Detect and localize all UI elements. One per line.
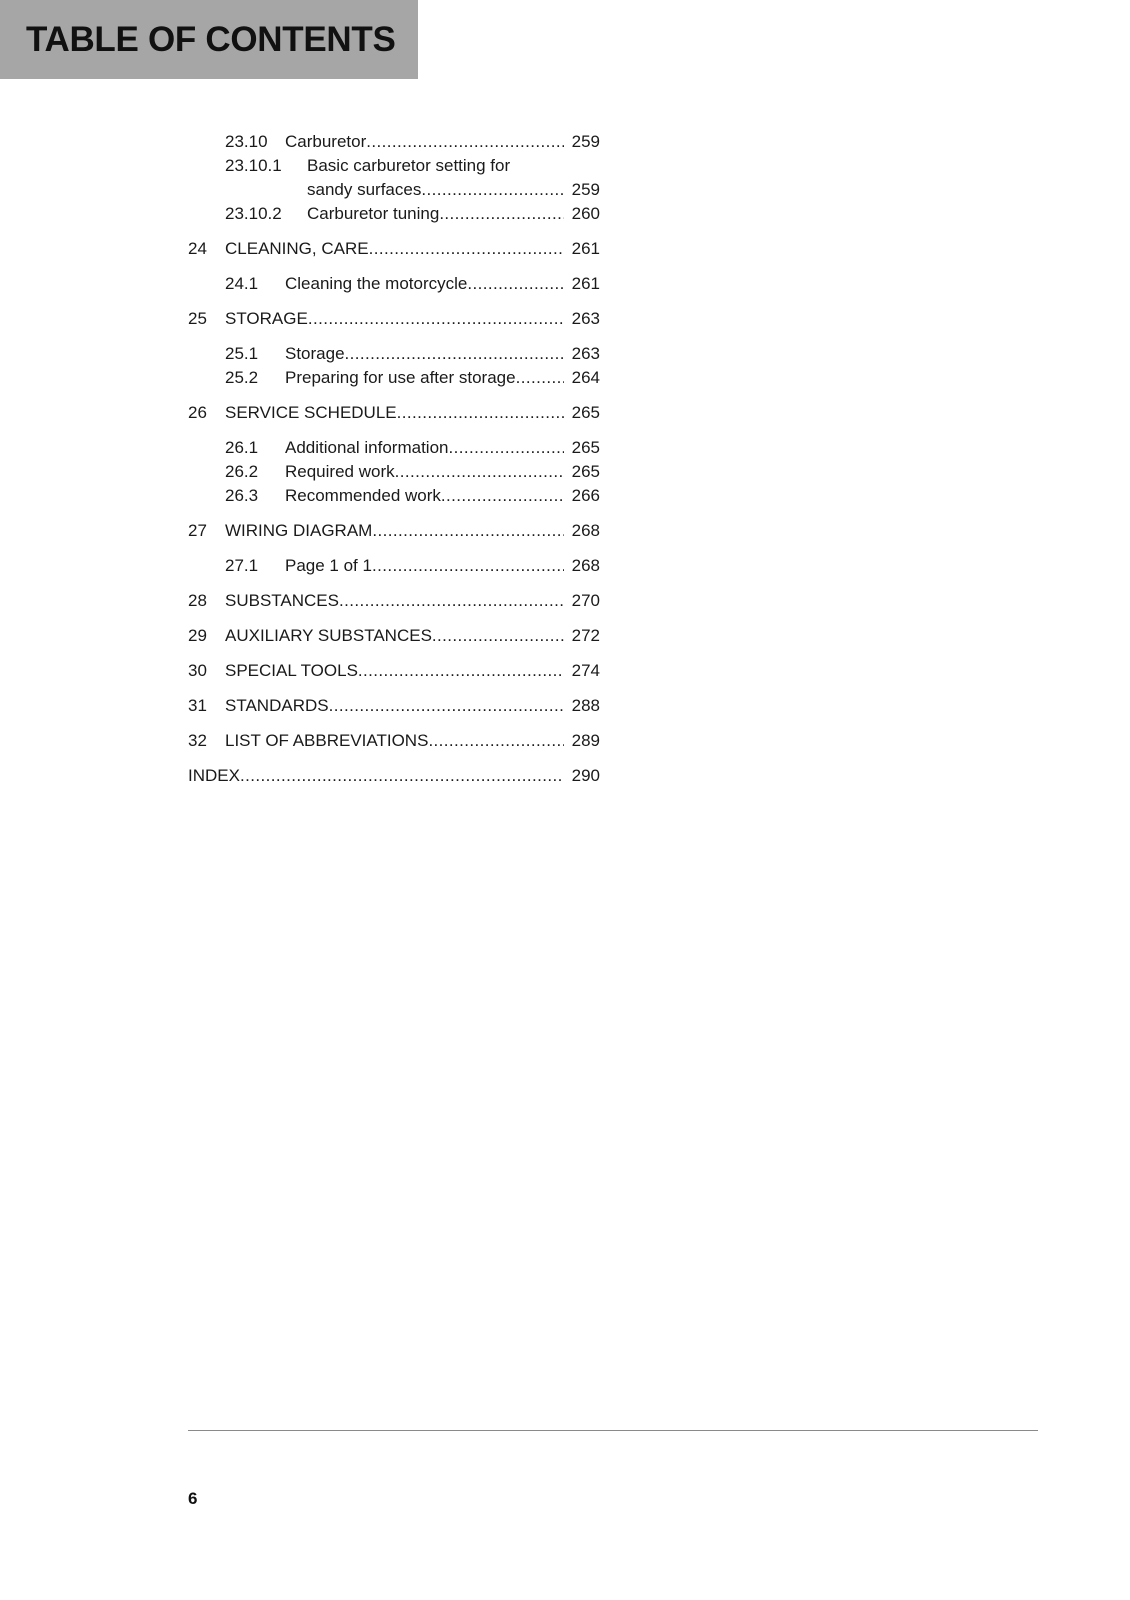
toc-entry[interactable]: [188, 554, 600, 578]
toc-entry[interactable]: [188, 729, 600, 753]
toc-entry-page: 261: [571, 274, 600, 293]
toc-entry-page: 268: [571, 556, 600, 575]
toc-entry-index[interactable]: [188, 764, 600, 788]
toc-entry-number: 29: [188, 626, 207, 645]
header-band: [0, 0, 418, 79]
toc-entry-page: 289: [571, 731, 600, 750]
toc-entry[interactable]: [188, 130, 600, 154]
dot-leader: [467, 272, 564, 296]
dot-leader: [358, 659, 564, 683]
toc-entry-number: 25: [188, 309, 207, 328]
toc-entry[interactable]: [188, 436, 600, 460]
toc-entry-number: 26: [188, 403, 207, 422]
toc-entry[interactable]: [188, 307, 600, 331]
toc-entry-title: STORAGE: [225, 307, 308, 331]
toc-entry-number: 23.10: [225, 132, 268, 151]
toc-entry-number: 28: [188, 591, 207, 610]
toc-entry[interactable]: [188, 624, 600, 648]
dot-leader: [372, 554, 564, 578]
toc-entry-page: 288: [571, 696, 600, 715]
toc-entry-title: SUBSTANCES: [225, 589, 339, 613]
toc-entry-number: 24: [188, 239, 207, 258]
dot-leader: [329, 694, 564, 718]
toc-entry-title: STANDARDS: [225, 694, 329, 718]
dot-leader: [439, 202, 564, 226]
dot-leader: [369, 237, 564, 261]
toc-entry-page: 265: [571, 403, 600, 422]
toc-entry-page: 270: [571, 591, 600, 610]
toc-entry-number: 27.1: [225, 556, 259, 575]
toc-entry-number: 26.3: [225, 486, 259, 505]
toc-entry-number: 30: [188, 661, 207, 680]
toc-entry-page: 264: [571, 368, 600, 387]
dot-leader: [432, 624, 564, 648]
toc-entry-title: Preparing for use after storage: [285, 366, 516, 390]
dot-leader: [366, 130, 564, 154]
toc-entry-page: 274: [571, 661, 600, 680]
toc-entry-title: sandy surfaces: [307, 178, 421, 202]
toc-entry-page: 268: [571, 521, 600, 540]
dot-leader: [448, 436, 564, 460]
toc-entry-number: 26.1: [225, 438, 259, 457]
toc-entry-number: 25.1: [225, 344, 259, 363]
toc-entry-page: 265: [571, 462, 600, 481]
footer-divider: [188, 1430, 1038, 1431]
toc-entry-number: 31: [188, 696, 207, 715]
toc-entry-number: 23.10.1: [225, 156, 282, 175]
toc-entry-page: 266: [571, 486, 600, 505]
toc-entry-page: 272: [571, 626, 600, 645]
toc-entry-page: 290: [571, 766, 600, 785]
toc-entry-number: 24.1: [225, 274, 259, 293]
toc-entry[interactable]: [188, 659, 600, 683]
page-title: TABLE OF CONTENTS: [26, 20, 396, 59]
toc-entry-number: 32: [188, 731, 207, 750]
toc-entry[interactable]: [188, 342, 600, 366]
toc-entry-title: SERVICE SCHEDULE: [225, 401, 397, 425]
toc-entry[interactable]: [188, 484, 600, 508]
dot-leader: [397, 401, 564, 425]
dot-leader: [372, 519, 564, 543]
dot-leader: [395, 460, 564, 484]
toc-entry-page: 263: [571, 309, 600, 328]
toc-entry-continuation[interactable]: [188, 178, 600, 202]
toc-entry-title: Additional information: [285, 436, 448, 460]
toc-entry-title: Recommended work: [285, 484, 441, 508]
toc-entry[interactable]: [188, 694, 600, 718]
toc-entry[interactable]: [188, 154, 600, 178]
toc-entry[interactable]: [188, 519, 600, 543]
toc-entry-title: LIST OF ABBREVIATIONS: [225, 729, 428, 753]
toc-entry-page: 261: [571, 239, 600, 258]
toc-entry-page: 259: [571, 180, 600, 199]
toc-entry[interactable]: [188, 401, 600, 425]
toc-entry-title: Required work: [285, 460, 395, 484]
toc-entry[interactable]: [188, 366, 600, 390]
toc-entry-number: 27: [188, 521, 207, 540]
toc-entry-title: INDEX: [188, 764, 240, 788]
toc-entry[interactable]: [188, 202, 600, 226]
toc-entry-title: Page 1 of 1: [285, 554, 372, 578]
toc-entry-number: 25.2: [225, 368, 259, 387]
toc-entry-title: AUXILIARY SUBSTANCES: [225, 624, 432, 648]
toc-entry[interactable]: [188, 589, 600, 613]
dot-leader: [308, 307, 564, 331]
toc-entry[interactable]: [188, 460, 600, 484]
toc-entry-title: Storage: [285, 342, 345, 366]
toc-entry-page: 265: [571, 438, 600, 457]
dot-leader: [339, 589, 564, 613]
toc-entry[interactable]: [188, 272, 600, 296]
toc-entry-title: Carburetor: [285, 130, 366, 154]
page-number: 6: [188, 1489, 198, 1508]
dot-leader: [428, 729, 564, 753]
toc-entry-number: 26.2: [225, 462, 259, 481]
toc-entry-title: WIRING DIAGRAM: [225, 519, 372, 543]
dot-leader: [516, 366, 564, 390]
toc-entry-page: 263: [571, 344, 600, 363]
toc-entry-page: 259: [571, 132, 600, 151]
dot-leader: [240, 764, 564, 788]
dot-leader: [421, 178, 564, 202]
toc-entry[interactable]: [188, 237, 600, 261]
toc-entry-number: 23.10.2: [225, 204, 282, 223]
toc-entry-title: Carburetor tuning: [307, 202, 439, 226]
toc-entry-title: Cleaning the motorcycle: [285, 272, 467, 296]
toc-entry-title: CLEANING, CARE: [225, 237, 369, 261]
toc-entry-title: SPECIAL TOOLS: [225, 659, 358, 683]
dot-leader: [441, 484, 564, 508]
dot-leader: [345, 342, 564, 366]
toc-entry-page: 260: [571, 204, 600, 223]
toc-entry-title-line1: Basic carburetor setting for: [307, 156, 511, 175]
